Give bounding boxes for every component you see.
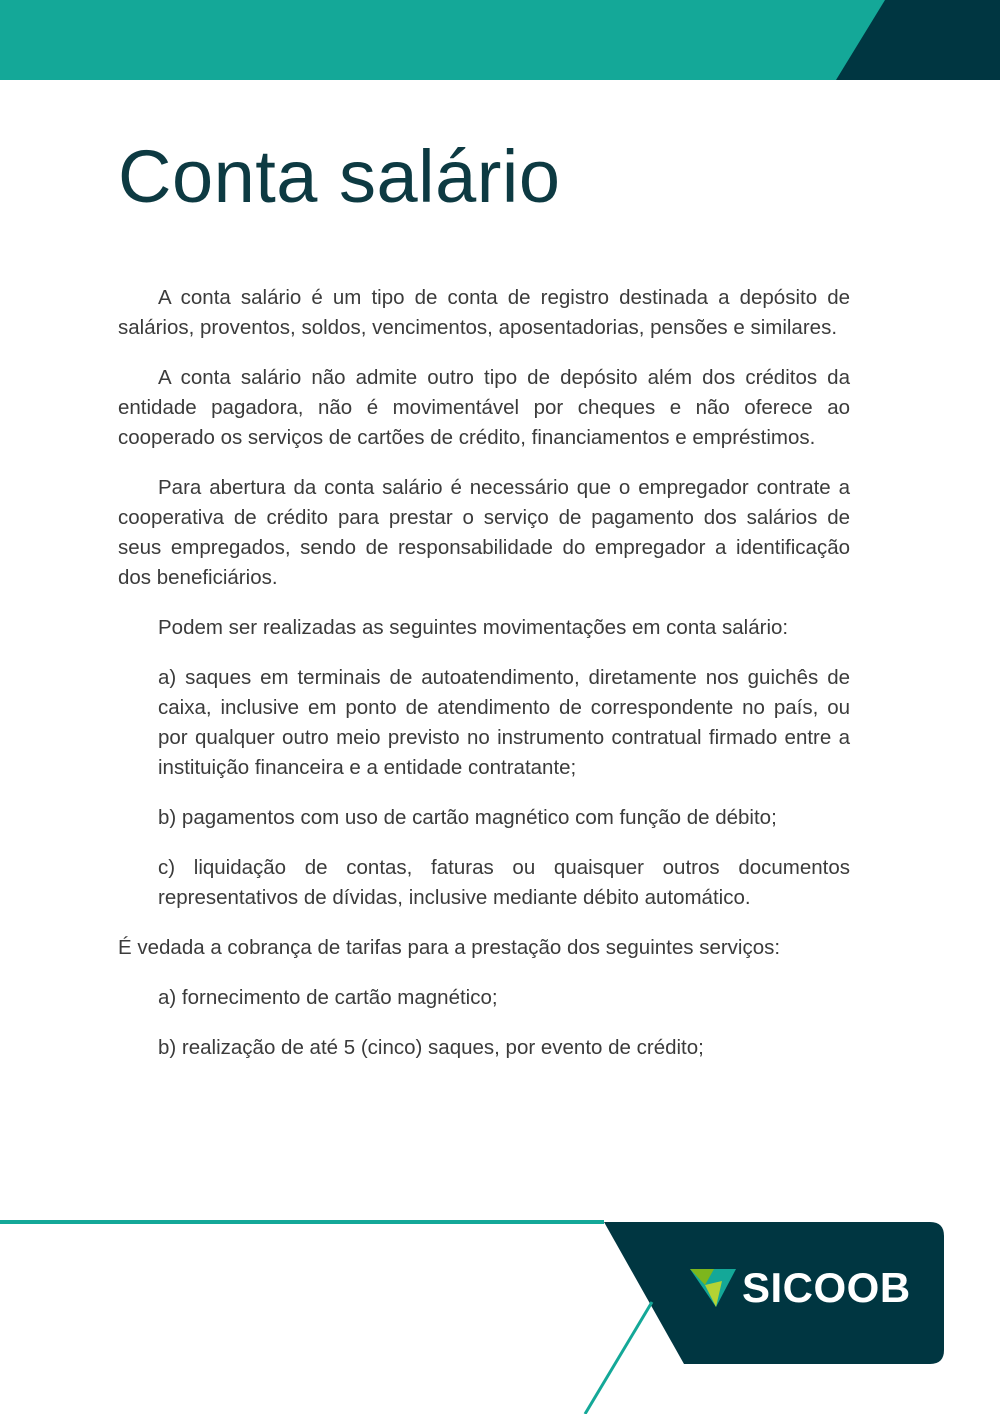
list-item-free-withdrawals: b) realização de até 5 (cinco) saques, por evento de crédito;	[158, 1036, 704, 1059]
document-body	[118, 283, 850, 1083]
list-item-card-payments: b) pagamentos com uso de cartão magnético com função de débito;	[158, 806, 777, 829]
list-item-card-supply: a) fornecimento de cartão magnético;	[158, 986, 498, 1009]
list-item-bill-settlement: c) liquidação de contas, faturas ou quaisquer outros documentos representativos de dívidas, inclusive mediante débito automático.	[158, 856, 850, 909]
page-title: Conta salário	[118, 135, 561, 218]
footer-diagonal-line	[585, 1302, 652, 1414]
paragraph-definition: A conta salário é um tipo de conta de registro destinada a depósito de salários, proventos, soldos, vencimentos, aposentadorias, pensões e similares.	[118, 286, 850, 339]
sicoob-logo-text: SICOOB	[742, 1264, 911, 1311]
sicoob-logo-icon	[688, 1263, 738, 1313]
paragraph-movements-intro: Podem ser realizadas as seguintes movimentações em conta salário:	[158, 616, 789, 639]
paragraph-opening: Para abertura da conta salário é necessário que o empregador contrate a cooperativa de crédito para prestar o serviço de pagamento dos salários de seus empregados, sendo de responsabilidade do empregador a identificação dos beneficiários.	[118, 476, 850, 589]
header-band	[0, 0, 1000, 80]
paragraph-restrictions: A conta salário não admite outro tipo de depósito além dos créditos da entidade pagadora, não é movimentável por cheques e não oferece ao cooperado os serviços de cartões de crédito, financiamentos e empréstimos.	[118, 366, 850, 449]
paragraph-fees-intro: É vedada a cobrança de tarifas para a prestação dos seguintes serviços:	[118, 936, 781, 959]
sicoob-logo	[688, 1262, 911, 1314]
list-item-withdrawals: a) saques em terminais de autoatendimento, diretamente nos guichês de caixa, inclusive em ponto de atendimento de correspondente no país, ou por qualquer outro meio previsto no instrumento contratual firmado entre a instituição financeira e a entidade contratante;	[158, 666, 850, 779]
